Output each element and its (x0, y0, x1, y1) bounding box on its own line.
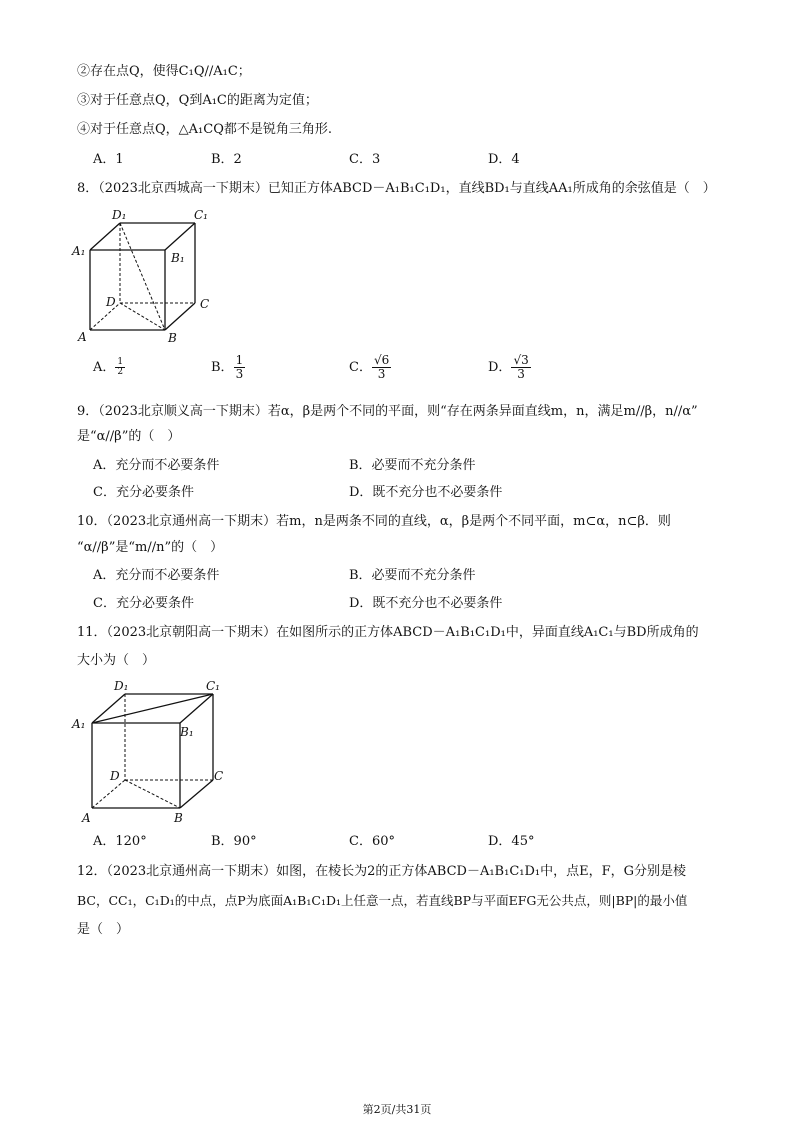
q8-option-d: D． $\frac{√3}{3}$ (488, 353, 529, 381)
q8-cube-figure (70, 205, 220, 345)
q10-stem-line2: “α//β”是“m//n”的（ ） (77, 540, 224, 555)
q8-label-a: A (78, 330, 87, 344)
q8-label-d1: D₁ (112, 208, 127, 222)
q9-option-d: D．既不充分也不必要条件 (349, 485, 503, 500)
prev-item-3: ③对于任意点Q，Q到A₁C的距离为定值； (77, 93, 318, 108)
q8-label-d: D (106, 295, 116, 309)
prev-item-2: ②存在点Q，使得C₁Q//A₁C； (77, 64, 251, 79)
q12-stem-line1: 12．（2023北京通州高一下期末）如图，在棱长为2的正方体ABCD－A₁B₁C₁D₁中，点E，F，G分别是棱 (77, 864, 687, 879)
prev-option-a: A．1 (93, 152, 124, 167)
q11-stem-line2: 大小为（ ） (77, 653, 156, 668)
q11-option-c: C．60° (349, 834, 395, 849)
q11-label-d: D (110, 769, 120, 783)
q8-label-a1: A₁ (72, 244, 86, 258)
q10-option-a: A．充分而不必要条件 (93, 568, 220, 583)
q9-stem-line1: 9．（2023北京顺义高一下期末）若α，β是两个不同的平面，则“存在两条异面直线m，n，满足m//β，n//α” (77, 404, 698, 419)
q11-label-a1: A₁ (72, 717, 86, 731)
q9-option-b: B．必要而不充分条件 (349, 458, 476, 473)
q8-label-c: C (200, 297, 210, 311)
q11-option-a: A．120° (93, 834, 147, 849)
q9-option-a: A．充分而不必要条件 (93, 458, 220, 473)
q11-label-c1: C₁ (206, 679, 220, 693)
page-number: 第2页/共31页 (362, 1103, 432, 1116)
q11-label-b: B (174, 811, 183, 825)
q11-option-b: B．90° (211, 834, 257, 849)
q11-label-b1: B₁ (180, 725, 194, 739)
q11-option-d: D．45° (488, 834, 535, 849)
q11-label-d1: D₁ (114, 679, 129, 693)
q11-label-c: C (214, 769, 224, 783)
q8-label-b: B (168, 331, 177, 345)
prev-item-4: ④对于任意点Q，△A₁CQ都不是锐角三角形. (77, 122, 332, 137)
q10-stem-line1: 10．（2023北京通州高一下期末）若m，n是两条不同的直线，α，β是两个不同平面，m⊂α，n⊂β．则 (77, 514, 671, 529)
q8-option-a: A． $\frac{1}{2}$ (93, 357, 124, 377)
q12-stem-line2: BC，CC₁，C₁D₁的中点，点P为底面A₁B₁C₁D₁上任意一点，若直线BP与平面EFG无公共点，则|BP|的最小值 (77, 893, 688, 908)
q8-label-c1: C₁ (194, 208, 208, 222)
q8-option-c: C． $\frac{√6}{3}$ (349, 353, 390, 381)
q10-option-b: B．必要而不充分条件 (349, 568, 476, 583)
q8-stem: 8．（2023北京西城高一下期末）已知正方体ABCD－A₁B₁C₁D₁，直线BD₁与直线AA₁所成角的余弦值是（ ） (77, 181, 716, 196)
prev-option-d: D．4 (488, 152, 520, 167)
prev-option-b: B．2 (211, 152, 242, 167)
q11-cube-figure (70, 676, 230, 826)
prev-option-c: C．3 (349, 152, 381, 167)
q10-option-c: C．充分必要条件 (93, 596, 194, 611)
q8-label-b1: B₁ (171, 251, 185, 265)
q10-option-d: D．既不充分也不必要条件 (349, 596, 503, 611)
q9-option-c: C．充分必要条件 (93, 485, 194, 500)
q11-stem-line1: 11．（2023北京朝阳高一下期末）在如图所示的正方体ABCD－A₁B₁C₁D₁中，异面直线A₁C₁与BD所成角的 (77, 625, 699, 640)
q8-option-b: B． $\frac{1}{3}$ (211, 353, 244, 381)
q9-stem-line2: 是“α//β”的（ ） (77, 429, 181, 444)
q11-label-a: A (82, 811, 91, 825)
q12-stem-line3: 是（ ） (77, 922, 130, 937)
